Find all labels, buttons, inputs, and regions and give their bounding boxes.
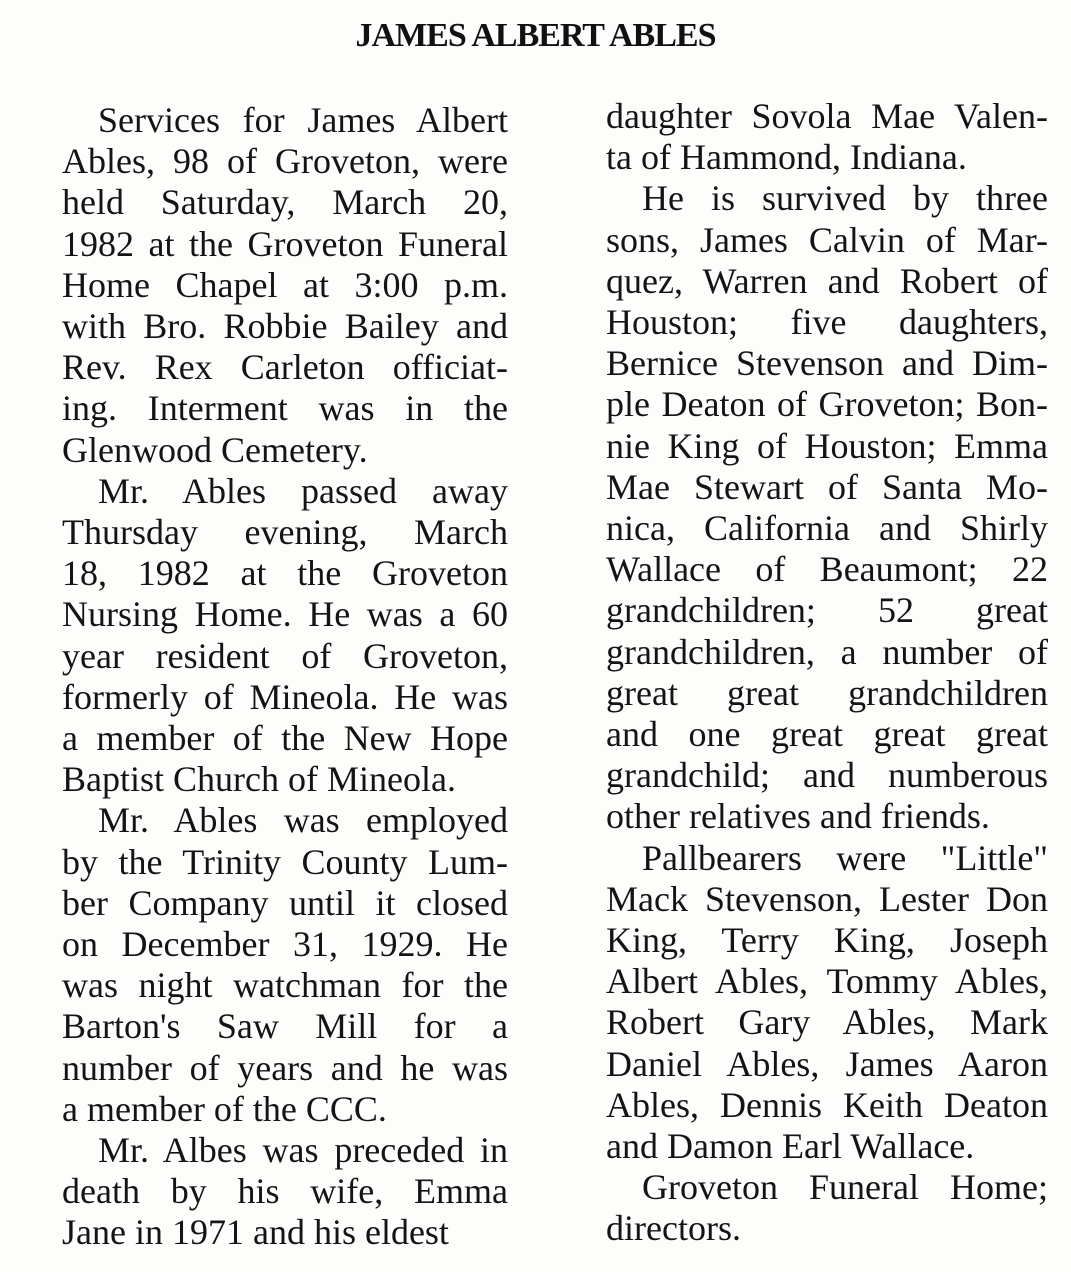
text-line: Mae Stewart of Santa Mo- [606, 466, 1048, 507]
text-line: other relatives and friends. [606, 796, 990, 837]
text-line: ing. Interment was in the [62, 388, 508, 429]
paragraph [26, 100, 508, 471]
text-line: Nursing Home. He was a 60 [62, 594, 508, 635]
text-line: year resident of Groveton, [62, 635, 508, 676]
text-line: 1982 at the Groveton Funeral [62, 223, 508, 264]
text-line: Houston; five daughters, [606, 302, 1048, 343]
text-line: Jane in 1971 and his eldest [62, 1212, 449, 1253]
text-line: Mack Stevenson, Lester Don [606, 878, 1048, 919]
text-line: quez, Warren and Robert of [606, 260, 1048, 301]
text-line: by the Trinity County Lum- [62, 841, 508, 882]
text-line: Glenwood Cemetery. [62, 429, 368, 470]
text-line: Mr. Ables passed away [98, 470, 508, 511]
text-line: Bernice Stevenson and Dim- [606, 343, 1048, 384]
text-line: Wallace of Beaumont; 22 [606, 549, 1048, 590]
text-line: Albert Ables, Tommy Ables, [606, 961, 1048, 1002]
text-line: on December 31, 1929. He [62, 924, 508, 965]
text-line: ta of Hammond, Indiana. [606, 137, 967, 178]
text-line: Services for James Albert [98, 100, 508, 140]
right-column [570, 96, 1048, 1250]
text-line: Daniel Ables, James Aaron [606, 1043, 1048, 1084]
text-line: and Damon Earl Wallace. [606, 1126, 975, 1167]
text-line: formerly of Mineola. He was [62, 676, 508, 717]
text-line: a member of the CCC. [62, 1088, 387, 1129]
text-line: a member of the New Hope [62, 718, 508, 759]
text-line: Pallbearers were "Little" [642, 837, 1048, 878]
paragraph [26, 471, 508, 801]
text-line: ple Deaton of Groveton; Bon- [606, 384, 1048, 425]
text-line: with Bro. Robbie Bailey and [62, 306, 508, 347]
text-line: Barton's Saw Mill for a [62, 1006, 508, 1047]
text-line: held Saturday, March 20, [62, 182, 508, 223]
paragraph [26, 800, 508, 1130]
text-line: Mr. Albes was preceded in [98, 1130, 508, 1171]
text-line: Ables, Dennis Keith Deaton [606, 1084, 1048, 1125]
text-line: great great grandchildren [606, 672, 1048, 713]
text-line: number of years and he was [62, 1047, 508, 1088]
text-line: ber Company until it closed [62, 882, 508, 923]
text-line: Rev. Rex Carleton officiat- [62, 347, 508, 388]
text-line: grandchildren; 52 great [606, 590, 1048, 631]
text-line: death by his wife, Emma [62, 1171, 508, 1212]
text-line: Thursday evening, March [62, 512, 508, 553]
text-line: Robert Gary Ables, Mark [606, 1002, 1048, 1043]
text-line: 18, 1982 at the Groveton [62, 553, 508, 594]
text-line: nie King of Houston; Emma [606, 425, 1048, 466]
text-line: King, Terry King, Joseph [606, 920, 1048, 961]
paragraph [570, 178, 1048, 837]
obituary-title: JAMES ALBERT ABLES [355, 17, 716, 54]
text-line: He is survived by three [642, 178, 1048, 219]
text-line: Groveton Funeral Home; [642, 1167, 1048, 1208]
text-line: Home Chapel at 3:00 p.m. [62, 264, 508, 305]
paragraph [570, 1167, 1048, 1249]
paragraph [570, 96, 1048, 178]
text-line: daughter Sovola Mae Valen- [606, 96, 1048, 136]
text-line: and one great great great [606, 714, 1048, 755]
left-column [26, 100, 508, 1254]
text-line: was night watchman for the [62, 965, 508, 1006]
text-line: grandchildren, a number of [606, 631, 1048, 672]
text-line: directors. [606, 1208, 741, 1249]
paragraph [26, 1130, 508, 1254]
text-line: Baptist Church of Mineola. [62, 759, 456, 800]
text-line: grandchild; and numberous [606, 755, 1048, 796]
text-line: Mr. Ables was employed [98, 800, 508, 841]
text-line: sons, James Calvin of Mar- [606, 219, 1048, 260]
text-line: Ables, 98 of Groveton, were [62, 141, 508, 182]
paragraph [570, 838, 1048, 1168]
text-line: nica, California and Shirly [606, 508, 1048, 549]
